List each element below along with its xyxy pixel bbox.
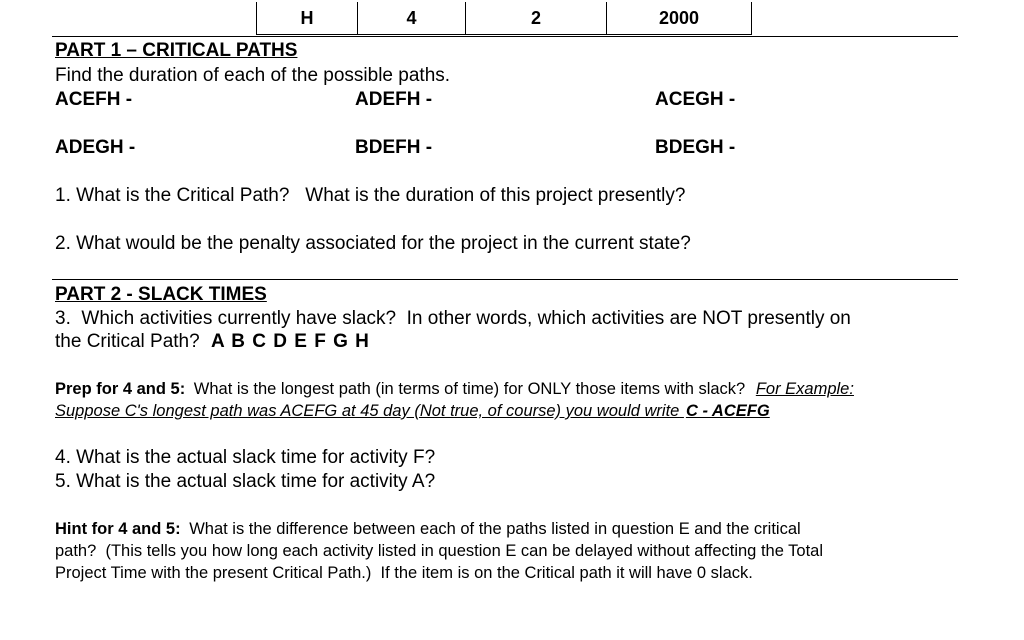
part1-instruction: Find the duration of each of the possible paths.: [55, 65, 451, 86]
part2-heading: PART 2 - SLACK TIMES: [55, 284, 267, 305]
prep-paragraph: [55, 378, 975, 422]
prep-example-text: Suppose C's longest path was ACEFG at 45 day (Not true, of course) you would write: [55, 402, 680, 420]
path-bdefh: BDEFH -: [355, 137, 433, 158]
table-cell-normal-time: 4: [358, 2, 466, 34]
question-3-line1: 3. Which activities currently have slack? In other words, which activities are NOT presently on: [55, 308, 851, 329]
hint-text-line2: path? (This tells you how long each activity listed in question E can be delayed without affecting the Total: [55, 542, 824, 560]
divider-part2: [52, 279, 958, 280]
path-adegh: ADEGH -: [55, 137, 136, 158]
question-3-line2-text: the Critical Path?: [55, 331, 200, 352]
question-3-line2: [55, 331, 370, 353]
activity-table-row: [256, 2, 752, 35]
hint-text-line1: What is the difference between each of the paths listed in question E and the critical: [189, 520, 801, 538]
hint-label: Hint for 4 and 5:: [55, 520, 181, 538]
table-cell-crash-time: 2: [466, 2, 607, 34]
path-acefh: ACEFH -: [55, 89, 133, 110]
part1-heading: PART 1 – CRITICAL PATHS: [55, 40, 298, 61]
question-5: 5. What is the actual slack time for activity A?: [55, 471, 436, 492]
activity-letters: A B C D E F G H: [210, 331, 370, 352]
question-4: 4. What is the actual slack time for activity F?: [55, 447, 436, 468]
path-acegh: ACEGH -: [655, 89, 736, 110]
question-2: 2. What would be the penalty associated for the project in the current state?: [55, 233, 691, 254]
prep-example-label: For Example:: [755, 380, 854, 398]
hint-paragraph: [55, 518, 985, 584]
divider-top: [52, 36, 958, 37]
table-cell-cost: 2000: [607, 2, 752, 34]
path-bdegh: BDEGH -: [655, 137, 736, 158]
hint-text-line3: Project Time with the present Critical Path.) If the item is on the Critical path it will have 0 slack.: [55, 564, 753, 582]
path-adefh: ADEFH -: [355, 89, 433, 110]
table-cell-activity: H: [257, 2, 358, 34]
prep-label: Prep for 4 and 5:: [55, 380, 186, 398]
prep-text: What is the longest path (in terms of time) for ONLY those items with slack?: [193, 380, 746, 398]
prep-example-answer: C - ACEFG: [685, 402, 770, 420]
question-1: 1. What is the Critical Path? What is the duration of this project presently?: [55, 185, 686, 206]
